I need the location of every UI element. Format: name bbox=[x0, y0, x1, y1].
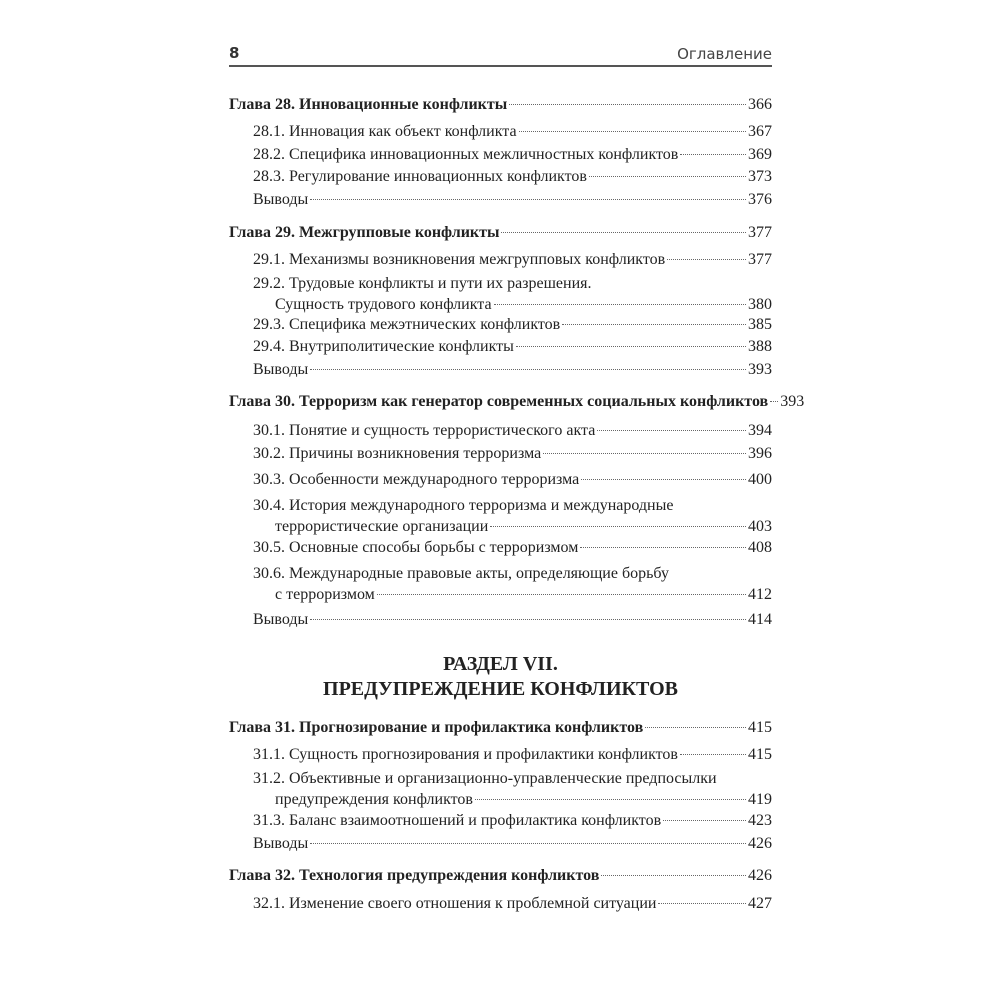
entry-title: предупреждения конфликтов bbox=[275, 791, 473, 808]
entry-page-number: 394 bbox=[748, 422, 772, 439]
entry-page-number: 373 bbox=[748, 168, 772, 185]
entry-line bbox=[253, 584, 772, 605]
toc-subsection-entry[interactable] bbox=[253, 443, 772, 464]
entry-page-number: 396 bbox=[748, 445, 772, 462]
entry-page-number: 393 bbox=[780, 393, 805, 410]
entry-page-number: 403 bbox=[748, 518, 772, 535]
toc-subsection-entry[interactable] bbox=[253, 469, 772, 490]
entry-title: Глава 29. Межгрупповые конфликты bbox=[229, 224, 500, 241]
entry-title: 30.4. История международного терроризма и международные bbox=[253, 497, 674, 514]
entry-line bbox=[253, 609, 772, 630]
toc-subsection-entry[interactable] bbox=[253, 144, 772, 165]
dot-leader bbox=[663, 820, 746, 821]
entry-line bbox=[229, 717, 772, 738]
entry-line bbox=[253, 893, 772, 914]
dot-leader bbox=[581, 479, 746, 480]
entry-title: 29.1. Механизмы возникновения межгрупповых конфликтов bbox=[253, 251, 666, 268]
dot-leader bbox=[490, 526, 746, 527]
entry-title: 31.2. Объективные и организационно-управленческие предпосылки bbox=[253, 770, 717, 787]
toc-subsection-entry[interactable] bbox=[253, 810, 772, 831]
entry-page-number: 415 bbox=[748, 719, 772, 736]
entry-page-number: 367 bbox=[748, 123, 772, 140]
entry-line bbox=[253, 249, 772, 270]
entry-line bbox=[229, 391, 805, 412]
entry-title: Выводы bbox=[253, 835, 309, 852]
dot-leader bbox=[310, 843, 746, 844]
entry-line bbox=[253, 314, 772, 335]
entry-line bbox=[229, 865, 772, 886]
entry-line bbox=[253, 833, 772, 854]
dot-leader bbox=[494, 304, 746, 305]
entry-page-number: 408 bbox=[748, 539, 772, 556]
entry-page-number: 426 bbox=[748, 835, 772, 852]
entry-title: 30.1. Понятие и сущность террористического акта bbox=[253, 422, 596, 439]
entry-line bbox=[253, 443, 772, 464]
entry-title: Сущность трудового конфликта bbox=[275, 296, 492, 313]
entry-title: 29.4. Внутриполитические конфликты bbox=[253, 338, 514, 355]
entry-page-number: 423 bbox=[748, 812, 772, 829]
entry-title: 32.1. Изменение своего отношения к проблемной ситуации bbox=[253, 895, 657, 912]
entry-title: Глава 31. Прогнозирование и профилактика конфликтов bbox=[229, 719, 644, 736]
entry-page-number: 377 bbox=[748, 251, 772, 268]
toc-chapter-entry[interactable] bbox=[229, 717, 772, 738]
entry-title: террористические организации bbox=[275, 518, 489, 535]
dot-leader bbox=[519, 131, 746, 132]
entry-title: 28.2. Специфика инновационных межличностных конфликтов bbox=[253, 146, 679, 163]
entry-title: 28.1. Инновация как объект конфликта bbox=[253, 123, 517, 140]
running-title: Оглавление bbox=[677, 45, 772, 63]
toc-chapter-entry[interactable] bbox=[229, 94, 772, 115]
entry-title: 30.3. Особенности международного терроризма bbox=[253, 471, 580, 488]
header-rule bbox=[229, 65, 772, 67]
entry-page-number: 400 bbox=[748, 471, 772, 488]
entry-title: Глава 32. Технология предупреждения конфликтов bbox=[229, 867, 600, 884]
dot-leader bbox=[377, 594, 746, 595]
entry-line bbox=[253, 294, 772, 315]
toc-subsection-entry[interactable] bbox=[253, 420, 772, 441]
entry-line bbox=[253, 273, 772, 294]
entry-title: Глава 30. Терроризм как генератор современных социальных конфликтов bbox=[229, 393, 769, 410]
entry-page-number: 419 bbox=[748, 791, 772, 808]
entry-page-number: 426 bbox=[748, 867, 772, 884]
entry-title: 30.5. Основные способы борьбы с терроризмом bbox=[253, 539, 579, 556]
entry-page-number: 415 bbox=[748, 746, 772, 763]
dot-leader bbox=[597, 430, 746, 431]
section-title: ПРЕДУПРЕЖДЕНИЕ КОНФЛИКТОВ bbox=[323, 678, 678, 700]
entry-line bbox=[253, 768, 772, 789]
toc-subsection-entry[interactable] bbox=[253, 121, 772, 142]
toc-subsection-entry[interactable] bbox=[253, 833, 772, 854]
entry-line bbox=[253, 537, 772, 558]
entry-line bbox=[253, 789, 772, 810]
entry-page-number: 385 bbox=[748, 316, 772, 333]
entry-line bbox=[253, 359, 772, 380]
entry-line bbox=[253, 121, 772, 142]
dot-leader bbox=[509, 104, 746, 105]
entry-title: 28.3. Регулирование инновационных конфликтов bbox=[253, 168, 587, 185]
dot-leader bbox=[516, 346, 746, 347]
entry-page-number: 414 bbox=[748, 611, 772, 628]
entry-line bbox=[253, 495, 772, 516]
dot-leader bbox=[310, 199, 746, 200]
section-heading bbox=[229, 652, 772, 702]
toc-subsection-entry[interactable] bbox=[253, 893, 772, 914]
entry-page-number: 369 bbox=[748, 146, 772, 163]
entry-title: 31.3. Баланс взаимоотношений и профилактика конфликтов bbox=[253, 812, 662, 829]
entry-line bbox=[253, 516, 772, 537]
entry-line bbox=[229, 222, 772, 243]
dot-leader bbox=[310, 619, 746, 620]
dot-leader bbox=[543, 453, 746, 454]
toc-subsection-entry[interactable] bbox=[253, 537, 772, 558]
entry-line bbox=[253, 189, 772, 210]
toc-chapter-entry[interactable] bbox=[229, 391, 805, 412]
dot-leader bbox=[475, 799, 746, 800]
entry-title: Выводы bbox=[253, 191, 309, 208]
entry-page-number: 427 bbox=[748, 895, 772, 912]
entry-line bbox=[253, 420, 772, 441]
entry-line bbox=[229, 94, 772, 115]
entry-title: Глава 28. Инновационные конфликты bbox=[229, 96, 508, 113]
entry-page-number: 388 bbox=[748, 338, 772, 355]
entry-line bbox=[253, 810, 772, 831]
dot-leader bbox=[580, 547, 746, 548]
dot-leader bbox=[645, 727, 746, 728]
toc-subsection-entry[interactable] bbox=[253, 273, 772, 315]
entry-title: с терроризмом bbox=[275, 586, 375, 603]
dot-leader bbox=[667, 259, 746, 260]
entry-title: 30.2. Причины возникновения терроризма bbox=[253, 445, 542, 462]
entry-title: 31.1. Сущность прогнозирования и профилактики конфликтов bbox=[253, 746, 678, 763]
dot-leader bbox=[770, 401, 778, 402]
toc-chapter-entry[interactable] bbox=[229, 865, 772, 886]
entry-title: 30.6. Международные правовые акты, определяющие борьбу bbox=[253, 565, 669, 582]
entry-title: 29.2. Трудовые конфликты и пути их разрешения. bbox=[253, 275, 592, 292]
entry-line bbox=[253, 744, 772, 765]
dot-leader bbox=[562, 324, 746, 325]
entry-line bbox=[253, 469, 772, 490]
toc-subsection-entry[interactable] bbox=[253, 609, 772, 630]
toc-subsection-entry[interactable] bbox=[253, 249, 772, 270]
entry-title: Выводы bbox=[253, 611, 309, 628]
entry-page-number: 393 bbox=[748, 361, 772, 378]
dot-leader bbox=[589, 176, 746, 177]
toc-subsection-entry[interactable] bbox=[253, 768, 772, 810]
entry-line bbox=[253, 336, 772, 357]
toc-subsection-entry[interactable] bbox=[253, 166, 772, 187]
dot-leader bbox=[658, 903, 746, 904]
entry-line bbox=[253, 166, 772, 187]
entry-page-number: 366 bbox=[748, 96, 772, 113]
dot-leader bbox=[501, 232, 746, 233]
entry-title: Выводы bbox=[253, 361, 309, 378]
toc-subsection-entry[interactable] bbox=[253, 314, 772, 335]
dot-leader bbox=[680, 754, 746, 755]
dot-leader bbox=[601, 875, 746, 876]
page-number: 8 bbox=[229, 44, 240, 62]
entry-line bbox=[253, 144, 772, 165]
toc-chapter-entry[interactable] bbox=[229, 222, 772, 243]
toc-subsection-entry[interactable] bbox=[253, 563, 772, 605]
entry-page-number: 377 bbox=[748, 224, 772, 241]
dot-leader bbox=[310, 369, 746, 370]
toc-subsection-entry[interactable] bbox=[253, 359, 772, 380]
entry-line bbox=[253, 563, 772, 584]
toc-subsection-entry[interactable] bbox=[253, 495, 772, 537]
section-number: РАЗДЕЛ VII. bbox=[443, 653, 558, 675]
entry-title: 29.3. Специфика межэтнических конфликтов bbox=[253, 316, 561, 333]
entry-page-number: 380 bbox=[748, 296, 772, 313]
toc-subsection-entry[interactable] bbox=[253, 336, 772, 357]
entry-page-number: 412 bbox=[748, 586, 772, 603]
dot-leader bbox=[680, 154, 746, 155]
toc-subsection-entry[interactable] bbox=[253, 744, 772, 765]
toc-subsection-entry[interactable] bbox=[253, 189, 772, 210]
entry-page-number: 376 bbox=[748, 191, 772, 208]
